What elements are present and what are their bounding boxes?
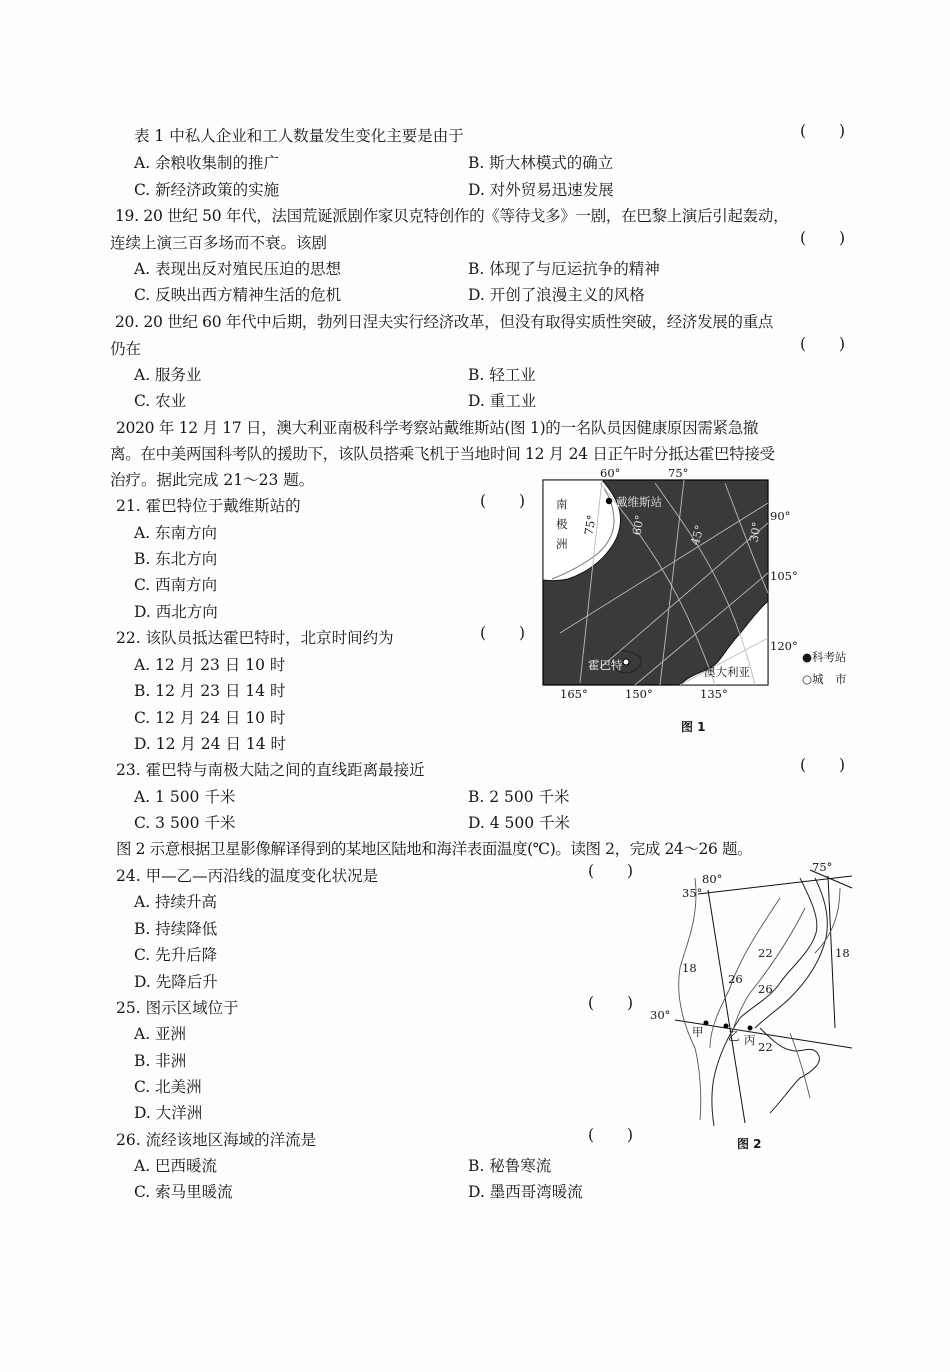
- australia-label: 澳大利亚: [704, 665, 750, 679]
- question-stem: 20. 20 世纪 60 年代中后期，勃列日涅夫实行经济改革，但没有取得实质性突破，经济发展的重点: [115, 313, 774, 331]
- lon-label: 150°: [625, 687, 653, 701]
- option-c: C. 反映出西方精神生活的危机: [134, 286, 342, 304]
- question-stem: 22. 该队员抵达霍巴特时，北京时间约为: [116, 629, 394, 647]
- option-d: D. 12 月 24 日 14 时: [134, 735, 287, 753]
- answer-blank: ( ): [800, 335, 860, 353]
- option-c: C. 新经济政策的实施: [134, 181, 280, 199]
- question-stem: 24. 甲—乙—丙沿线的温度变化状况是: [116, 867, 379, 885]
- lat-label: 45°: [687, 523, 707, 547]
- question-stem-cont: 仍在: [110, 340, 142, 358]
- option-b: B. 持续降低: [134, 920, 218, 938]
- lon-label: 90°: [770, 509, 791, 523]
- passage-line: 离。在中美两国科考队的援助下，该队员搭乘飞机于当地时间 12 月 24 日正午时分抵达霍巴特接受: [110, 445, 775, 463]
- isotherm-label: 26: [758, 982, 773, 996]
- isotherm-label: 18: [682, 961, 697, 975]
- hobart-city-marker: [623, 659, 629, 665]
- option-b: B. 斯大林模式的确立: [468, 154, 614, 172]
- davis-station-label: 戴维斯站: [616, 495, 662, 509]
- answer-blank: ( ): [480, 492, 540, 510]
- passage-line: 治疗。据此完成 21～23 题。: [110, 471, 315, 489]
- option-c: C. 农业: [134, 392, 187, 410]
- point-yi-label: 乙: [728, 1029, 740, 1043]
- lat-label: 60°: [629, 513, 647, 537]
- option-a: A. 亚洲: [134, 1025, 187, 1043]
- lon-label: 120°: [770, 639, 798, 653]
- question-stem: 23. 霍巴特与南极大陆之间的直线距离最接近: [116, 761, 425, 779]
- answer-blank: ( ): [588, 862, 648, 880]
- isotherm-label: 18: [835, 946, 850, 960]
- question-stem: 表 1 中私人企业和工人数量发生变化主要是由于: [134, 127, 464, 145]
- isotherm-map: [640, 858, 855, 1128]
- lat-label: 75°: [581, 513, 599, 537]
- point-jia-marker: [704, 1021, 709, 1026]
- question-stem: 25. 图示区域位于: [116, 999, 239, 1017]
- option-c: C. 3 500 千米: [134, 814, 236, 832]
- option-d: D. 先降后升: [134, 973, 218, 991]
- option-a: A. 12 月 23 日 10 时: [134, 656, 286, 674]
- option-c: C. 12 月 24 日 10 时: [134, 709, 286, 727]
- passage-line: 图 2 示意根据卫星影像解译得到的某地区陆地和海洋表面温度(℃)。读图 2，完成 24～26 题。: [116, 840, 753, 858]
- answer-blank: ( ): [800, 122, 860, 140]
- answer-blank: ( ): [588, 994, 648, 1012]
- answer-blank: ( ): [800, 756, 860, 774]
- question-stem: 21. 霍巴特位于戴维斯站的: [116, 497, 301, 515]
- option-a: A. 东南方向: [134, 524, 218, 542]
- question-stem: 19. 20 世纪 50 年代，法国荒诞派剧作家贝克特创作的《等待戈多》一剧，在巴黎上演后引起轰动，: [115, 207, 789, 225]
- lon-label: 80°: [702, 872, 723, 886]
- option-d: D. 对外贸易迅速发展: [468, 181, 614, 199]
- option-a: A. 服务业: [134, 366, 202, 384]
- option-b: B. 体现了与厄运抗争的精神: [468, 260, 660, 278]
- option-c: C. 先升后降: [134, 946, 218, 964]
- option-b: B. 12 月 23 日 14 时: [134, 682, 286, 700]
- antarctica-label: 洲: [556, 537, 568, 551]
- option-d: D. 4 500 千米: [468, 814, 571, 832]
- lon-label: 60°: [600, 466, 621, 480]
- option-b: B. 2 500 千米: [468, 788, 570, 806]
- option-d: D. 西北方向: [134, 603, 218, 621]
- answer-blank: ( ): [480, 624, 540, 642]
- lon-label: 75°: [668, 466, 689, 480]
- davis-station-marker: [606, 498, 612, 504]
- option-b: B. 轻工业: [468, 366, 536, 384]
- isotherm-label: 22: [758, 1040, 773, 1054]
- figure-1-map: [540, 463, 860, 713]
- option-b: B. 非洲: [134, 1052, 187, 1070]
- lon-label: 165°: [560, 687, 588, 701]
- point-bing-marker: [748, 1026, 753, 1031]
- figure-2-map: [640, 858, 855, 1128]
- hobart-label: 霍巴特: [588, 658, 623, 672]
- option-d: D. 开创了浪漫主义的风格: [468, 286, 645, 304]
- point-bing-label: 丙: [744, 1033, 756, 1047]
- lon-label: 75°: [812, 860, 833, 874]
- option-a: A. 1 500 千米: [134, 788, 236, 806]
- figure-1-caption: 图 1: [681, 720, 706, 734]
- option-b: B. 秘鲁寒流: [468, 1157, 552, 1175]
- isotherm-label: 22: [758, 946, 773, 960]
- option-c: C. 索马里暖流: [134, 1183, 233, 1201]
- lat-label: 35°: [682, 886, 703, 900]
- option-a: A. 持续升高: [134, 893, 218, 911]
- option-b: B. 东北方向: [134, 550, 218, 568]
- lon-label: 105°: [770, 569, 798, 583]
- option-a: A. 表现出反对殖民压迫的思想: [134, 260, 342, 278]
- isotherm-label: 26: [728, 972, 743, 986]
- question-stem-cont: 连续上演三百多场而不衰。该剧: [110, 234, 328, 252]
- point-jia-label: 甲: [692, 1025, 704, 1039]
- answer-blank: ( ): [588, 1126, 648, 1144]
- coastline: [712, 878, 828, 1126]
- lat-label: 30°: [650, 1008, 671, 1022]
- antarctica-label: 极: [556, 517, 568, 531]
- figure-2-caption: 图 2: [737, 1137, 762, 1151]
- option-a: A. 巴西暖流: [134, 1157, 218, 1175]
- option-c: C. 北美洲: [134, 1078, 202, 1096]
- option-d: D. 重工业: [468, 392, 537, 410]
- option-c: C. 西南方向: [134, 576, 218, 594]
- passage-line: 2020 年 12 月 17 日，澳大利亚南极科学考察站戴维斯站(图 1)的一名队员因健康原因需紧急撤: [116, 419, 759, 437]
- lat-label: 30°: [746, 520, 764, 544]
- question-stem: 26. 流经该地区海域的洋流是: [116, 1131, 317, 1149]
- option-a: A. 余粮收集制的推广: [134, 154, 280, 172]
- option-d: D. 大洋洲: [134, 1104, 203, 1122]
- answer-blank: ( ): [800, 229, 860, 247]
- antarctica-label: 南: [556, 497, 568, 511]
- legend-station: ●科考站: [802, 650, 847, 664]
- legend-city: ○城 市: [802, 672, 847, 686]
- lon-label: 135°: [700, 687, 728, 701]
- option-d: D. 墨西哥湾暖流: [468, 1183, 583, 1201]
